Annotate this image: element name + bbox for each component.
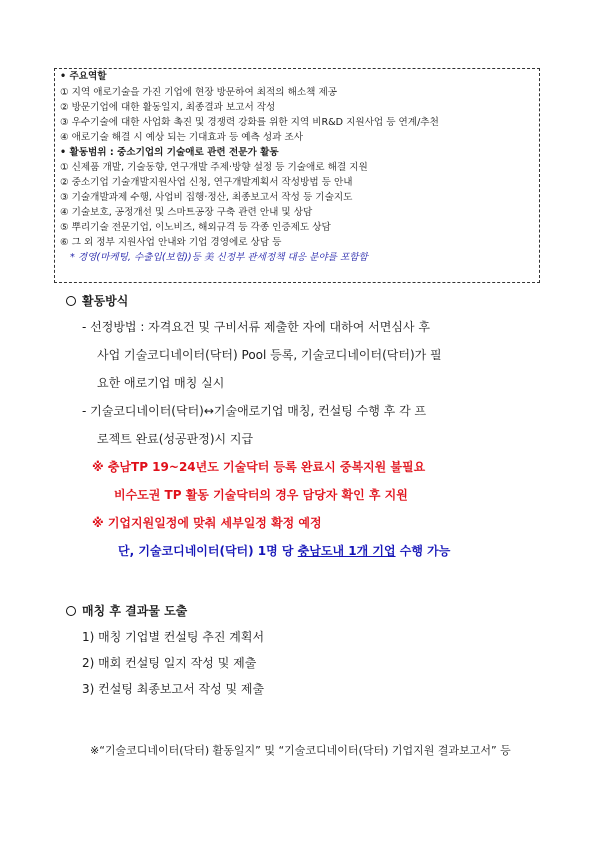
schedule-note: ※ 기업지원일정에 맞춰 세부일정 확정 예정 <box>92 516 322 530</box>
per-doctor-limit-note <box>118 542 450 559</box>
role-item: ④ 애로기술 해결 시 예상 되는 기대효과 등 예측 성과 조사 <box>60 132 303 143</box>
duplicate-support-note: 비수도권 TP 활동 기술닥터의 경우 담당자 확인 후 지원 <box>114 488 408 502</box>
scope-title: • 활동범위 : 중소기업의 기술애로 관련 전문가 활동 <box>60 147 279 158</box>
role-item: ① 지역 애로기술을 가진 기업에 현장 방문하여 최적의 해소책 제공 <box>60 87 338 98</box>
scope-item: ⑥ 그 외 정부 지원사업 안내와 기업 경영에로 상담 등 <box>60 237 282 248</box>
results-heading-text: 매칭 후 결과물 도출 <box>82 604 188 618</box>
scope-item: ② 중소기업 기술개발지원사업 신청, 연구개발계획서 작성방법 등 안내 <box>60 177 353 188</box>
results-heading <box>66 602 187 619</box>
result-item: 2) 매회 컨설팅 일지 작성 및 제출 <box>82 656 257 670</box>
matching-line: 로젝트 완료(성공판정)시 지급 <box>97 432 254 446</box>
footnote: ※“기술코디네이터(닥터) 활동일지” 및 “기술코디네이터(닥터) 기업지원 결과보고서” 등 <box>90 744 511 757</box>
matching-line: - 기술코디네이터(닥터)↔기술애로기업 매칭, 컨설팅 수행 후 각 프 <box>82 404 427 418</box>
result-item: 3) 컨설팅 최종보고서 작성 및 제출 <box>82 682 265 696</box>
scope-item: ① 신제품 개발, 기술동향, 연구개발 주제·방향 설정 등 기술애로 해결 지원 <box>60 162 368 173</box>
roles-title: • 주요역할 <box>60 71 107 82</box>
selection-method-line: 사업 기술코디네이터(닥터) Pool 등록, 기술코디네이터(닥터)가 필 <box>97 348 442 362</box>
scope-item: ⑤ 뿌리기술 전문기업, 이노비즈, 해외규격 등 각종 인증제도 상담 <box>60 222 331 233</box>
selection-method-line: - 선정방법 : 자격요건 및 구비서류 제출한 자에 대하여 서면심사 후 <box>82 320 430 334</box>
scope-item: ④ 기술보호, 공정개선 및 스마트공장 구축 관련 안내 및 상담 <box>60 207 313 218</box>
circle-bullet-icon <box>66 606 76 616</box>
activity-heading-text: 활동방식 <box>82 294 129 308</box>
limit-text: 단, 기술코디네이터(닥터) 1명 당 <box>118 544 298 558</box>
result-item: 1) 매칭 기업별 컨설팅 추진 계획서 <box>82 630 265 644</box>
activity-heading <box>66 292 128 309</box>
limit-text: 수행 가능 <box>395 544 451 558</box>
selection-method-line: 요한 애로기업 매칭 실시 <box>97 376 225 390</box>
scope-note: * 경영(마케팅, 수출입(보험))등 美 신정부 관세정책 대응 분야를 포함함 <box>70 252 368 263</box>
role-item: ② 방문기업에 대한 활동일지, 최종결과 보고서 작성 <box>60 102 276 113</box>
role-item: ③ 우수기술에 대한 사업화 촉진 및 경쟁력 강화를 위한 지역 비R&D 지원사업 등 연계/추천 <box>60 117 439 128</box>
circle-bullet-icon <box>66 296 76 306</box>
limit-underlined-text: 충남도내 1개 기업 <box>297 544 396 558</box>
duplicate-support-note: ※ 충남TP 19~24년도 기술닥터 등록 완료시 중복지원 불필요 <box>92 460 426 474</box>
scope-item: ③ 기술개발과제 수행, 사업비 집행·정산, 최종보고서 작성 등 기술지도 <box>60 192 353 203</box>
